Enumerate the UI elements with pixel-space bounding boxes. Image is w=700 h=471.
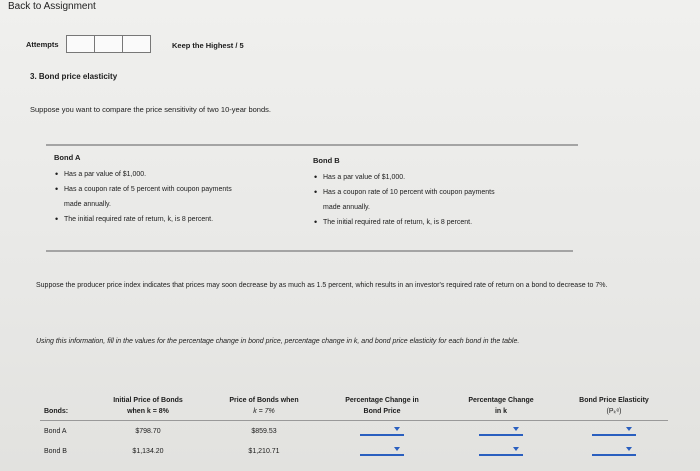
col-header-bonds: Bonds: <box>40 395 90 421</box>
col-header-pct-change-price <box>322 395 442 421</box>
bond-b-bullet-rate: • The initial required rate of return, k, is 8 percent. <box>323 215 553 230</box>
row-new-price: $1,210.71 <box>248 447 280 455</box>
bond-b-bullet-coupon-cont: made annually. <box>323 204 370 211</box>
row-initial-price: $798.70 <box>135 427 161 435</box>
pct-change-price-dropdown[interactable] <box>360 444 404 456</box>
pct-change-k-dropdown-cell <box>442 421 560 442</box>
col-header-pct-change-price-l2: Bond Price <box>363 408 401 415</box>
bond-elasticity-table <box>40 395 668 461</box>
bond-a-bullet-par: • Has a par value of $1,000. <box>64 167 294 182</box>
attempt-boxes <box>66 35 150 53</box>
table-header-row <box>40 395 668 421</box>
col-header-pct-change-k <box>442 395 560 421</box>
bond-a-description <box>54 150 294 227</box>
row-new-price: $859.53 <box>251 427 277 435</box>
scenario-text: Suppose the producer price index indicates that prices may soon decrease by as much as 1.5 percent, which results in an investor's required rate of return on a bond to decrease to 7%. <box>36 282 608 289</box>
col-header-initial-price <box>90 395 206 421</box>
pct-change-price-dropdown-cell <box>322 441 442 461</box>
back-to-assignment-link[interactable]: Back to Assignment <box>8 1 96 12</box>
row-bond-label: Bond A <box>44 427 67 435</box>
col-header-elasticity-l1: Bond Price Elasticity <box>579 397 649 404</box>
question-title: 3. Bond price elasticity <box>30 72 118 81</box>
col-header-new-price-l1: Price of Bonds when <box>229 397 299 404</box>
bond-a-bullet-rate: • The initial required rate of return, k, is 8 percent. <box>64 212 294 227</box>
question-intro: Suppose you want to compare the price sensitivity of two 10-year bonds. <box>30 105 271 114</box>
bond-a-title: Bond A <box>54 153 81 162</box>
col-header-initial-price-l1: Initial Price of Bonds <box>113 397 183 404</box>
pct-change-k-dropdown-cell <box>442 441 560 461</box>
table-row <box>40 421 668 442</box>
pct-change-k-dropdown[interactable] <box>479 444 523 456</box>
bond-a-bullet-coupon-cont: made annually. <box>64 201 111 208</box>
col-header-elasticity <box>560 395 668 421</box>
elasticity-dropdown-cell <box>560 421 668 442</box>
pct-change-price-dropdown-cell <box>322 421 442 442</box>
attempt-box <box>94 35 123 53</box>
pct-change-k-dropdown[interactable] <box>479 424 523 436</box>
instruction-text: Using this information, fill in the values for the percentage change in bond price, percentage change in k, and bond price elasticity for each bond in the table. <box>36 338 520 345</box>
divider <box>46 250 573 252</box>
row-initial-price: $1,134.20 <box>132 447 164 455</box>
elasticity-dropdown[interactable] <box>592 424 636 436</box>
attempt-box <box>122 35 151 53</box>
bond-a-bullet-coupon: • Has a coupon rate of 5 percent with coupon payments <box>64 182 294 197</box>
row-bond-label: Bond B <box>44 447 67 455</box>
bond-b-bullet-coupon: • Has a coupon rate of 10 percent with coupon payments <box>323 185 553 200</box>
attempt-box <box>66 35 95 53</box>
col-header-new-price-l2: k = 7% <box>253 408 275 415</box>
col-header-pct-change-k-l1: Percentage Change <box>468 397 534 404</box>
bond-b-description <box>313 153 553 230</box>
col-header-pct-change-price-l1: Percentage Change in <box>345 397 419 404</box>
bond-b-title: Bond B <box>313 156 340 165</box>
divider <box>46 144 578 146</box>
col-header-elasticity-l2: (Pₖᵉ) <box>606 408 622 415</box>
elasticity-dropdown[interactable] <box>592 444 636 456</box>
col-header-initial-price-l2: when k = 8% <box>127 408 169 415</box>
keep-highest-label: Keep the Highest / 5 <box>172 41 244 50</box>
pct-change-price-dropdown[interactable] <box>360 424 404 436</box>
attempts-label: Attempts <box>26 40 59 49</box>
elasticity-dropdown-cell <box>560 441 668 461</box>
table-row <box>40 441 668 461</box>
col-header-pct-change-k-l2: in k <box>494 408 508 415</box>
col-header-new-price <box>206 395 322 421</box>
bond-b-bullet-par: • Has a par value of $1,000. <box>323 170 553 185</box>
